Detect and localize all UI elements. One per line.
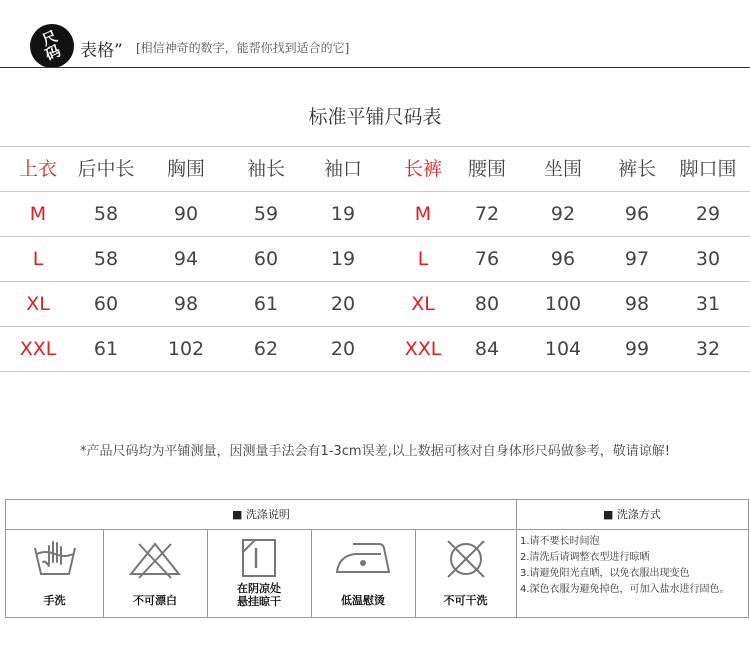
care-instruction: 4.深色衣服为避免掉色，可加入盐水进行固色。: [520, 584, 730, 595]
wash-method-heading: ■ 洗涤方式: [516, 500, 748, 530]
table-cell: 76: [474, 248, 500, 270]
table-cell: XXL: [404, 338, 442, 360]
table-cell: XXL: [19, 338, 57, 360]
table-cell: 19: [330, 248, 356, 270]
table-header-cell: 胸围: [166, 158, 205, 180]
no-bleach-icon: [127, 538, 183, 580]
table-cell: 72: [474, 203, 500, 225]
table-row: [0, 281, 750, 326]
table-header-row: [0, 146, 750, 191]
table-header-cell: 后中长: [77, 158, 135, 180]
table-cell: 61: [93, 338, 119, 360]
shade-hang-dry-icon: [241, 538, 277, 578]
table-cell: M: [414, 203, 432, 225]
table-cell: 60: [253, 248, 279, 270]
table-cell: 19: [330, 203, 356, 225]
table-cell: 92: [550, 203, 576, 225]
header-subtitle: [相信神奇的数字，能帮你找到适合的它]: [136, 41, 350, 55]
hand-wash-icon: [31, 538, 79, 580]
measurement-note: *产品尺码均为平铺测量，因测量手法会有1-3cm误差,以上数据可核对自身体形尺码做参考，敬请谅解!: [80, 444, 670, 459]
table-bottom-border: [0, 371, 750, 372]
table-cell: 94: [173, 248, 199, 270]
low-iron-label: 低温慰烫: [341, 594, 385, 607]
no-dry-clean-label: 不可干洗: [443, 594, 488, 607]
table-header-cell: 袖长: [246, 158, 285, 180]
table-header-cell: 脚口围: [679, 158, 737, 180]
logo-char-1: 尺: [39, 26, 61, 50]
table-cell: 32: [695, 338, 721, 360]
table-cell: 84: [474, 338, 500, 360]
header-divider: [0, 67, 750, 68]
table-cell: L: [417, 248, 429, 270]
care-instruction: 1.请不要长时间泡: [520, 536, 600, 547]
table-header-cell: 裤长: [617, 158, 656, 180]
table-cell: 59: [253, 203, 279, 225]
care-instruction: 3.请避免阳光直晒，以免衣服出现变色: [520, 568, 690, 579]
table-cell: 98: [624, 293, 650, 315]
table-cell: 20: [330, 338, 356, 360]
table-cell: 96: [624, 203, 650, 225]
table-header-cell: 腰围: [467, 158, 506, 180]
table-cell: L: [32, 248, 44, 270]
care-instruction: 2.清洗后请调整衣型进行晾晒: [520, 552, 650, 563]
hand-wash-label: 手洗: [43, 594, 66, 607]
table-cell: 98: [173, 293, 199, 315]
table-cell: 104: [544, 338, 582, 360]
table-cell: 60: [93, 293, 119, 315]
table-cell: 90: [173, 203, 199, 225]
table-cell: 20: [330, 293, 356, 315]
table-header-cell: 长裤: [403, 158, 442, 180]
shade-dry-cell: [207, 530, 311, 617]
table-header-cell: 上衣: [18, 158, 57, 180]
no-dry-clean-icon: [443, 538, 489, 580]
table-cell: 97: [624, 248, 650, 270]
hand-wash-cell: [6, 530, 103, 617]
care-instructions-list: [520, 534, 742, 598]
table-cell: 29: [695, 203, 721, 225]
table-row: [0, 326, 750, 371]
wash-instructions-heading: ■ 洗涤说明: [6, 500, 516, 530]
table-title: 标准平铺尺码表: [308, 106, 442, 128]
table-cell: 80: [474, 293, 500, 315]
table-header-cell: 坐围: [543, 158, 582, 180]
table-cell: 30: [695, 248, 721, 270]
table-cell: 96: [550, 248, 576, 270]
header-title: 表格”: [80, 41, 123, 61]
shade-dry-label-1: 在阴凉处: [237, 582, 281, 595]
wash-column-divider: [516, 500, 517, 617]
no-bleach-label: 不可漂白: [133, 594, 177, 607]
table-cell: 102: [167, 338, 205, 360]
table-cell: M: [29, 203, 47, 225]
table-cell: 99: [624, 338, 650, 360]
brand-logo: [30, 24, 74, 68]
table-cell: 31: [695, 293, 721, 315]
wash-care-box: [5, 499, 749, 618]
shade-dry-label-2: 悬挂晾干: [237, 595, 281, 608]
table-cell: 58: [93, 203, 119, 225]
table-cell: XL: [411, 293, 435, 315]
table-row: [0, 191, 750, 236]
table-cell: XL: [26, 293, 50, 315]
no-dry-clean-cell: [415, 530, 516, 617]
no-bleach-cell: [103, 530, 207, 617]
table-cell: 58: [93, 248, 119, 270]
table-cell: 100: [544, 293, 582, 315]
logo-char-2: 码: [42, 41, 64, 65]
table-row: [0, 236, 750, 281]
table-header-cell: 袖口: [323, 158, 362, 180]
low-iron-icon: [333, 538, 393, 578]
table-cell: 61: [253, 293, 279, 315]
low-iron-cell: [311, 530, 415, 617]
table-cell: 62: [253, 338, 279, 360]
